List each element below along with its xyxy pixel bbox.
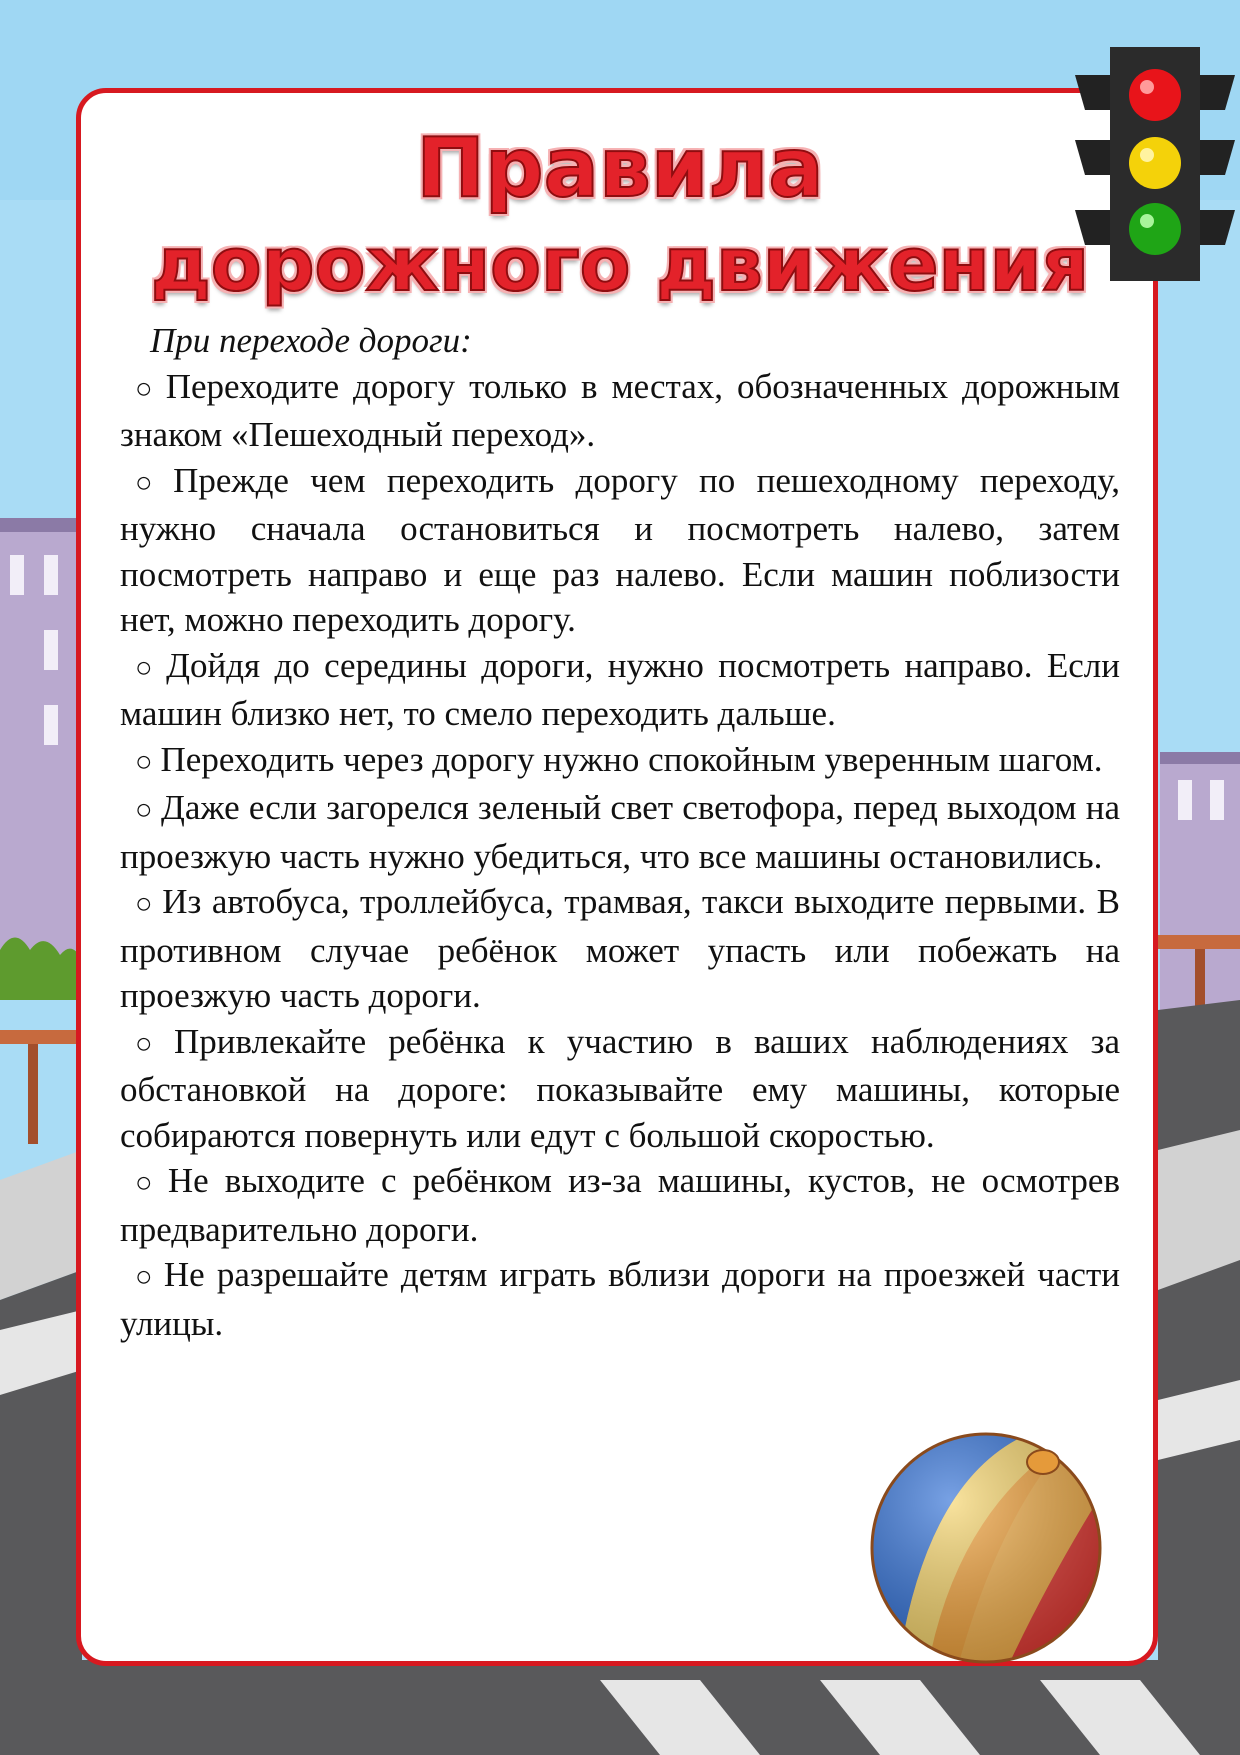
rule-text: Дойдя до середины дороги, нужно посмотреть направо. Если машин близко нет, то смело переходить дальше. [120,645,1120,733]
rule-text: Прежде чем переходить дорогу по пешеходному переходу, нужно сначала остановиться и посмотреть налево, затем посмотреть направо и еще раз налево. Если машин поблизости нет, можно переходить дорогу. [120,460,1120,639]
rule-item [120,785,1120,879]
rule-item [120,1252,1120,1346]
beach-ball-icon [868,1430,1104,1666]
rule-text: Из автобуса, троллейбуса, трамвая, такси выходите первыми. В противном случае ребёнок может упасть или побежать на проезжую часть дороги. [120,882,1120,1015]
rule-text: Даже если загорелся зеленый свет светофора, перед выходом на проезжую часть нужно убедиться, что все машины остановились. [120,788,1120,876]
bullet-icon: ○ [135,1261,156,1293]
section-subtitle: При переходе дороги: [150,321,472,360]
rule-item [120,643,1120,737]
bullet-icon: ○ [135,372,158,405]
bullet-icon: ○ [135,745,153,778]
bullet-icon: ○ [135,888,155,920]
rules-content [120,318,1120,1346]
rule-item [120,1158,1120,1252]
bullet-icon: ○ [135,651,159,684]
rule-item [120,458,1120,643]
bullet-icon: ○ [135,1027,166,1060]
rule-text: Переходите дорогу только в местах, обозначенных дорожным знаком «Пешеходный переход». [120,366,1120,454]
bullet-icon: ○ [135,794,153,826]
page-title-line-2: дорожного движения [150,222,1090,308]
bullet-icon: ○ [135,466,166,499]
rule-text: Не разрешайте детям играть вблизи дороги на проезжей части улицы. [120,1255,1120,1343]
rule-item [120,364,1120,458]
rule-item [120,737,1120,786]
rule-item [120,879,1120,1019]
rule-text: Привлекайте ребёнка к участию в ваших наблюдениях за обстановкой на дороге: показывайте ему машины, которые собираются повернуть или едут с большой скоростью. [120,1021,1120,1155]
bullet-icon: ○ [135,1167,160,1199]
rule-item [120,1019,1120,1159]
rule-text: Переходить через дорогу нужно спокойным уверенным шагом. [160,739,1103,779]
left-building [0,518,80,998]
page-title-line-1: Правила [416,121,824,216]
rule-text: Не выходите с ребёнком из-за машины, кустов, не осмотрев предварительно дороги. [120,1161,1120,1249]
